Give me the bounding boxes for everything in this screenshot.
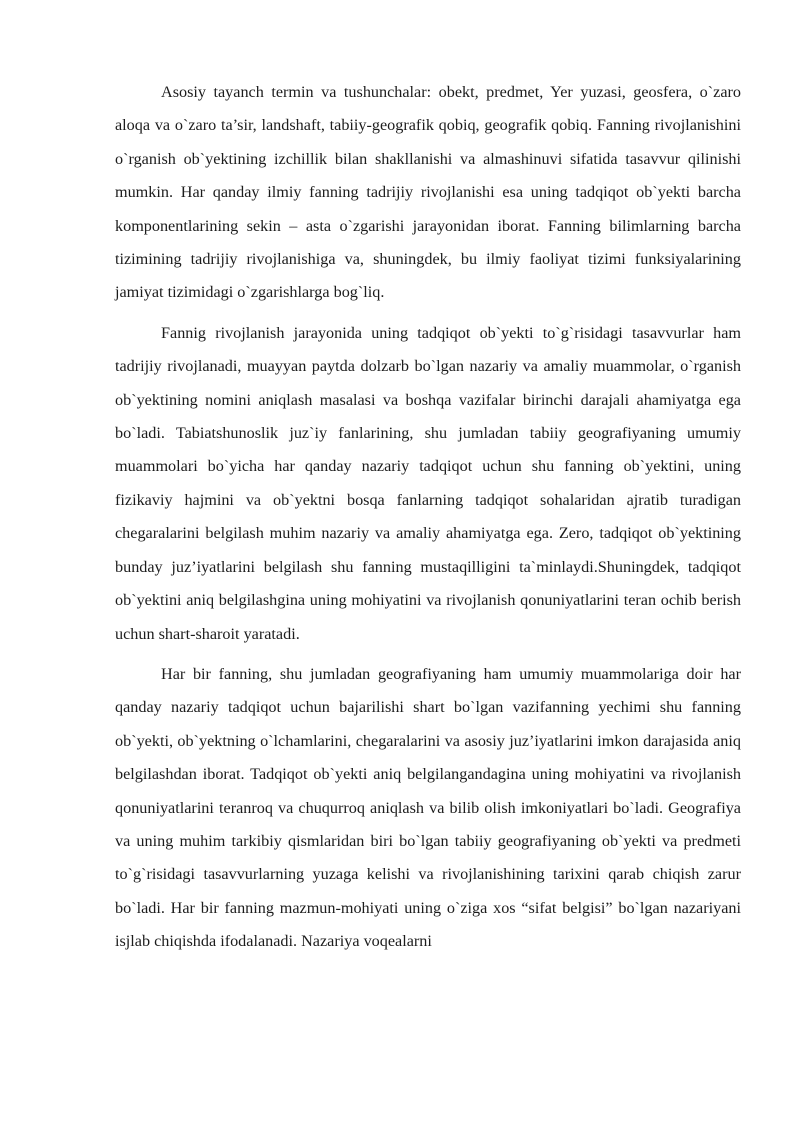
- paragraph-2: Fannig rivojlanish jarayonida uning tadqiqot ob`yekti to`g`risidagi tasavvurlar ham tadrijiy rivojlanadi, muayyan paytda dolzarb bo`lgan nazariy va amaliy muammolar, o`rganish ob`yektining nomini aniqlash masalasi va boshqa vazifalar birinchi darajali ahamiyatga ega bo`ladi. Tabiatshunoslik juz`iy fanlarining, shu jumladan tabiiy geografiyaning umumiy muammolari bo`yicha har qanday nazariy tadqiqot uchun shu fanning ob`yektini, uning fizikaviy hajmini va ob`yektni bosqa fanlarning tadqiqot sohalaridan ajratib turadigan chegaralarini belgilash muhim nazariy va amaliy ahamiyatga ega. Zero, tadqiqot ob`yektining bunday juz’iyatlarini belgilash shu fanning mustaqilligini ta`minlaydi.Shuningdek, tadqiqot ob`yektini aniq belgilashgina uning mohiyatini va rivojlanish qonuniyatlarini teran ochib berish uchun shart-sharoit yaratadi.: [115, 323, 741, 643]
- paragraph-3: Har bir fanning, shu jumladan geografiyaning ham umumiy muammolariga doir har qanday nazariy tadqiqot uchun bajarilishi shart bo`lgan vazifanning yechimi shu fanning ob`yekti, ob`yektning o`lchamlarini, chegaralarini va asosiy juz’iyatlarini imkon darajasida aniq belgilashdan iborat. Tadqiqot ob`yekti aniq belgilangandagina uning mohiyatini va rivojlanish qonuniyatlarini teranroq va chuqurroq aniqlash va bilib olish imkoniyatlari bo`ladi. Geografiya va uning muhim tarkibiy qismlaridan biri bo`lgan tabiiy geografiyaning ob`yekti va predmeti to`g`risidagi tasavvurlarning yuzaga kelishi va rivojlanishining tarixini qarab chiqish zarur bo`ladi. Har bir fanning mazmun-mohiyati uning o`ziga xos “sifat belgisi” bo`lgan nazariyani isjlab chiqishda ifodalanadi. Nazariya voqealarni: [115, 664, 741, 951]
- paragraph-1: Asosiy tayanch termin va tushunchalar: obekt, predmet, Yer yuzasi, geosfera, o`zaro aloqa va o`zaro ta’sir, landshaft, tabiiy-geografik qobiq, geografik qobiq. Fanning rivojlanishini o`rganish ob`yektining izchillik bilan shakllanishi va almashinuvi sifatida tasavvur qilinishi mumkin. Har qanday ilmiy fanning tadrijiy rivojlanishi esa uning tadqiqot ob`yekti barcha komponentlarining sekin – asta o`zgarishi jarayonidan iborat. Fanning bilimlarning barcha tizimining tadrijiy rivojlanishiga va, shuningdek, bu ilmiy faoliyat tizimi funksiyalarining jamiyat tizimidagi o`zgarishlarga bog`liq.: [115, 83, 741, 302]
- document-page: [115, 76, 741, 966]
